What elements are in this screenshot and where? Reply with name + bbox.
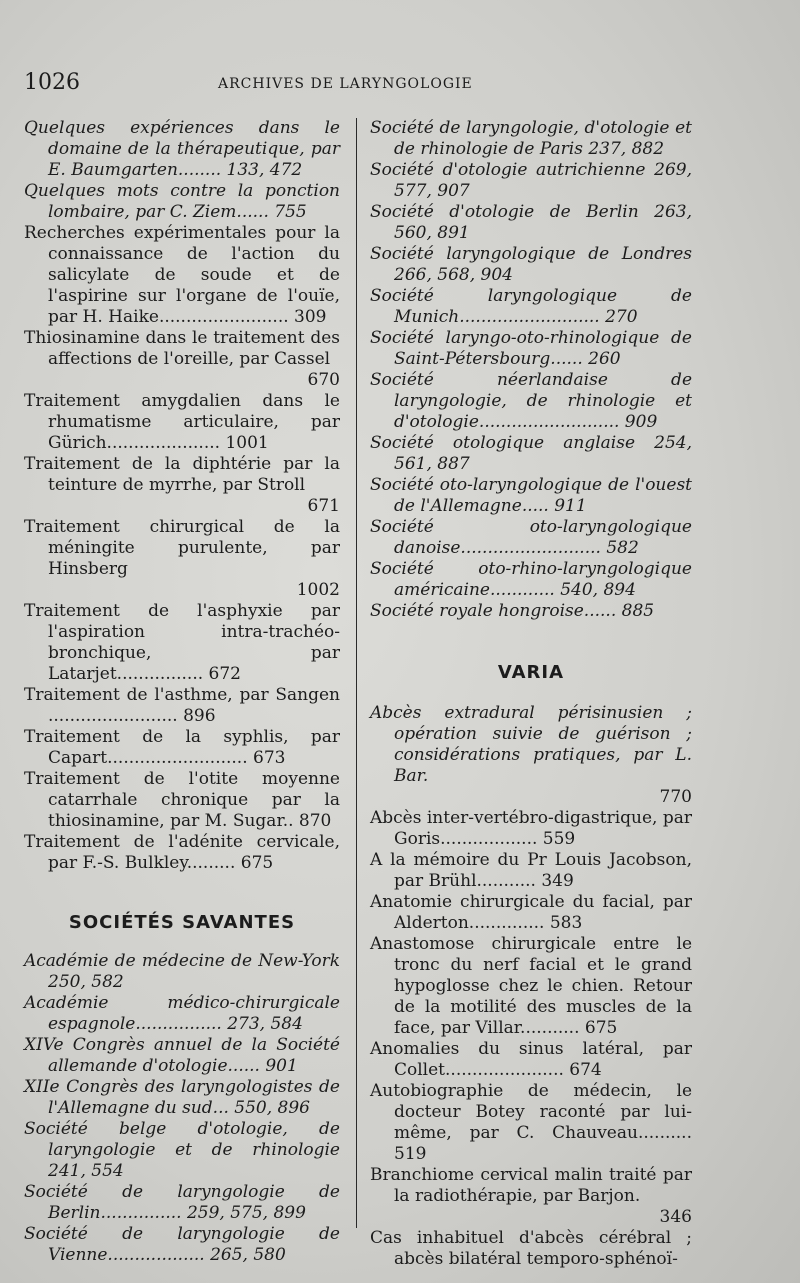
page-reference: 671: [307, 496, 340, 516]
varia-entry: Abcès extradural périsinusien ; opération suivie de guérison ; considérations pratiques, par L. Bar.: [370, 703, 692, 786]
society-entry: Société oto-laryngologique de l'ouest de l'Allemagne..... 911: [370, 475, 692, 516]
right-column: [370, 118, 692, 1270]
society-entry: Société d'otologie de Berlin 263, 560, 891: [370, 202, 692, 243]
index-entry: Thiosinamine dans le traitement des affections de l'oreille, par Cassel: [24, 328, 340, 369]
index-entry: Traitement amygdalien dans le rhumatisme articulaire, par Gürich..................... 1001: [24, 391, 340, 453]
society-entry: Académie de médecine de New-York 250, 582: [24, 951, 340, 992]
varia-list: [370, 703, 692, 1270]
index-entry: Traitement de la diphtérie par la teinture de myrrhe, par Stroll: [24, 454, 340, 495]
society-entry: Académie médico-chirurgicale espagnole................ 273, 584: [24, 993, 340, 1034]
society-entry: XIIe Congrès des laryngologistes de l'Allemagne du sud... 550, 896: [24, 1077, 340, 1118]
society-entry: Société laryngologique de Londres 266, 568, 904: [370, 244, 692, 285]
varia-entry: Abcès inter-vertébro-digastrique, par Goris.................. 559: [370, 808, 692, 849]
society-entry: Société de laryngologie, d'otologie et de rhinologie de Paris 237, 882: [370, 118, 692, 159]
index-entry: Recherches expérimentales pour la connaissance de l'action du salicylate de soude et de l'aspirine sur l'organe de l'ouïe, par H. Haike........................ 309: [24, 223, 340, 327]
varia-entry: A la mémoire du Pr Louis Jacobson, par Brühl........... 349: [370, 850, 692, 891]
varia-entry: Autobiographie de médecin, le docteur Botey raconté par lui-même, par C. Chauveau.......... 519: [370, 1081, 692, 1164]
society-entry: Société néerlandaise de laryngologie, de rhinologie et d'otologie.......................... 909: [370, 370, 692, 432]
index-entry: Traitement de la syphlis, par Capart.......................... 673: [24, 727, 340, 768]
society-entry: Société de laryngologie de Berlin............... 259, 575, 899: [24, 1182, 340, 1223]
index-list: [24, 118, 340, 874]
society-entry: Société oto-rhino-laryngologique américaine............ 540, 894: [370, 559, 692, 600]
page-reference: 346: [659, 1207, 692, 1227]
varia-entry: Anomalies du sinus latéral, par Collet...................... 674: [370, 1039, 692, 1080]
page-reference: 1002: [296, 580, 340, 600]
index-entry: Quelques mots contre la ponction lombaire, par C. Ziem...... 755: [24, 181, 340, 222]
varia-entry: Anatomie chirurgicale du facial, par Alderton.............. 583: [370, 892, 692, 933]
index-entry: Traitement de l'asphyxie par l'aspiration intra-trachéo-bronchique, par Latarjet................ 672: [24, 601, 340, 684]
society-list: [370, 118, 692, 622]
society-list: [24, 951, 340, 1266]
society-entry: Société royale hongroise...... 885: [370, 601, 655, 621]
page-reference: 670: [307, 370, 340, 390]
society-entry: Société oto-laryngologique danoise.......................... 582: [370, 517, 692, 558]
index-entry: Quelques expériences dans le domaine de la thérapeutique, par E. Baumgarten........ 133, 472: [24, 118, 340, 180]
index-entry: Traitement de l'otite moyenne catarrhale chronique par la thiosinamine, par M. Sugar.. 870: [24, 769, 340, 831]
varia-entry: Anastomose chirurgicale entre le tronc du nerf facial et le grand hypoglosse chez le chien. Retour de la motilité des muscles de la face, par Villar........... 675: [370, 934, 692, 1038]
index-entry: Traitement de l'adénite cervicale, par F.-S. Bulkley......... 675: [24, 832, 340, 873]
page-header: [24, 70, 764, 102]
society-entry: Société d'otologie autrichienne 269, 577, 907: [370, 160, 692, 201]
society-entry: Société laryngologique de Munich.......................... 270: [370, 286, 692, 327]
left-column: [24, 118, 340, 1266]
society-entry: Société laryngo-oto-rhinologique de Saint-Pétersbourg...... 260: [370, 328, 692, 369]
running-title: ARCHIVES DE LARYNGOLOGIE: [218, 76, 473, 92]
index-entry: Traitement chirurgical de la méningite purulente, par Hinsberg: [24, 517, 340, 579]
society-entry: Société otologique anglaise 254, 561, 887: [370, 433, 692, 474]
page-number: 1026: [24, 70, 80, 95]
page-reference: 770: [659, 787, 692, 807]
varia-entry: Cas inhabituel d'abcès cérébral ; abcès bilatéral temporo-sphénoï-: [370, 1228, 692, 1269]
society-entry: Société belge d'otologie, de laryngologie et de rhinologie 241, 554: [24, 1119, 340, 1181]
section-title-societes: SOCIÉTÉS SAVANTES: [68, 912, 296, 933]
column-divider: [356, 118, 357, 1228]
index-entry: Traitement de l'asthme, par Sangen ........................ 896: [24, 685, 340, 726]
society-entry: XIVe Congrès annuel de la Société allemande d'otologie...... 901: [24, 1035, 340, 1076]
section-title-varia: VARIA: [497, 662, 565, 683]
society-entry: Société de laryngologie de Vienne.................. 265, 580: [24, 1224, 340, 1265]
varia-entry: Branchiome cervical malin traité par la radiothérapie, par Barjon.: [370, 1165, 692, 1206]
